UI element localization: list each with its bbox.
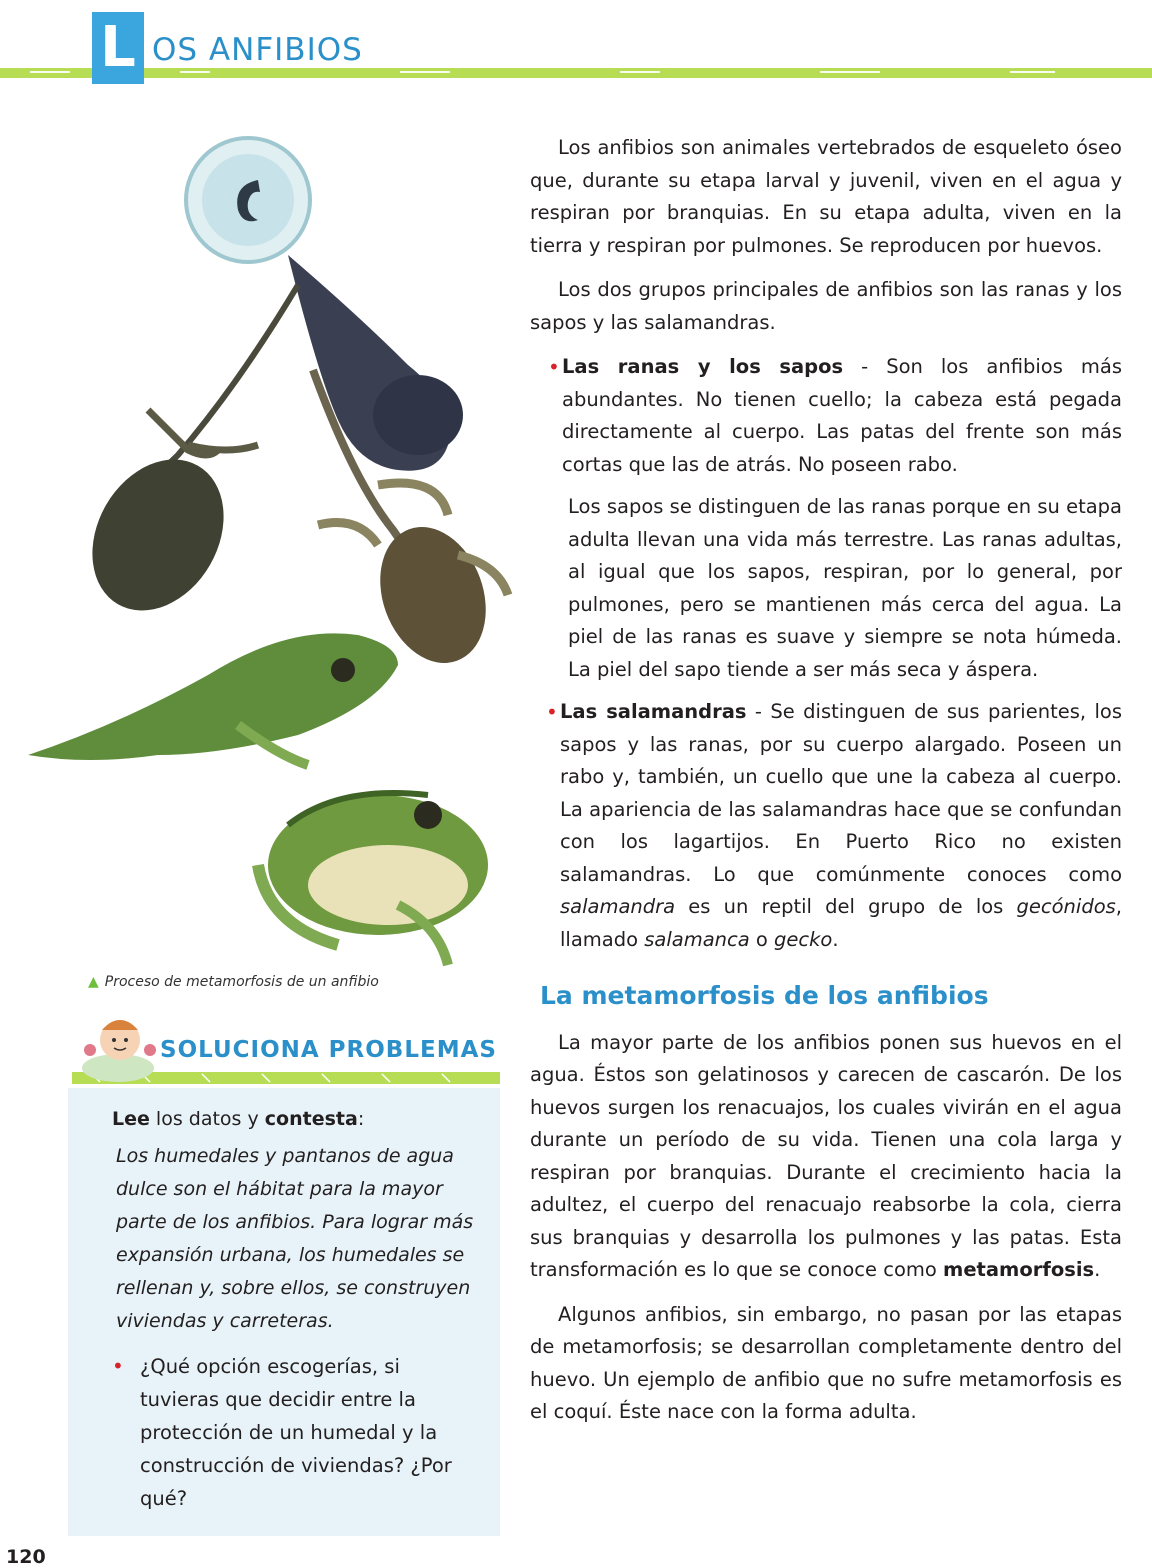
metamorphosis-illustration: [18, 125, 518, 975]
tadpole-with-legs-illustration: [66, 285, 298, 634]
bullet-ranas-sapos: [548, 351, 1122, 481]
paragraph-sapos-vs-ranas: Los sapos se distinguen de las ranas porque en su etapa adulta llevan una vida más terrestre. Las ranas adultas, al igual que los sapos, respiran, por lo general, por pulmones, pero se mantienen más cerca del agua. La piel de las ranas es suave y siempre se nota húmeda. La piel del sapo tiende a ser más seca y áspera.: [568, 495, 1122, 681]
title-initial-box: L: [92, 12, 144, 84]
problems-body: [112, 1108, 484, 1515]
young-frog-illustration: [28, 633, 398, 765]
paragraph-coqui: Algunos anfibios, sin embargo, no pasan por las etapas de metamorfosis; se desarrollan completamente dentro del huevo. Un ejemplo de anfibio que no sufre metamorfosis es el coquí. Éste nace con la forma adulta.: [530, 1302, 1122, 1423]
bullet-term: Las ranas y los sapos: [562, 355, 844, 378]
triangle-bullet-icon: ▲: [88, 974, 99, 990]
problems-instruction: Lee los datos y contesta:: [112, 1108, 365, 1130]
red-bullet-icon: •: [546, 700, 558, 724]
page-number: 120: [6, 1546, 46, 1568]
section-heading-metamorfosis: La metamorfosis de los anfibios: [540, 981, 989, 1010]
red-bullet-icon: •: [112, 1354, 124, 1378]
mascot-icon: [74, 1010, 162, 1084]
paragraph-intro: Los anfibios son animales vertebrados de esqueleto óseo que, durante su etapa larval y juvenil, viven en el agua y respiran por branquias. En su etapa adulta, viven en la tierra y respiran por pulmones. Se reproducen por huevos.: [530, 136, 1122, 257]
bullet-term: Las salamandras: [560, 700, 747, 723]
bullet-text: - Son los anfibios más abundantes. No tienen cuello; la cabeza está pegada directamente al cuerpo. Las patas del frente son más cortas que las de atrás. No poseen rabo.: [562, 355, 1122, 476]
page-title: OS ANFIBIOS: [152, 32, 363, 68]
adult-frog-illustration: [258, 793, 488, 965]
problems-title: SOLUCIONA PROBLEMAS: [160, 1037, 497, 1063]
red-bullet-icon: •: [548, 355, 560, 379]
bullet-salamandras: • Las salamandras - Se distinguen de sus parientes, los sapos y las ranas, por su cuerpo alargado. Poseen un rabo y, también, un cuello que une la cabeza al cuerpo. La apariencia de las salamandras hace que se confundan con los lagartijos. En Puerto Rico no existen salamandras. Lo que comúnmente conoces como salamandra es un reptil del grupo de los gecónidos, llamado salamanca o gecko.: [546, 696, 1122, 956]
problems-scenario: Los humedales y pantanos de agua dulce son el hábitat para la mayor parte de los anfibios. Para lograr más expansión urbana, los humedales se rellenan y, sobre ellos, se construyen viviendas y carreteras.: [116, 1145, 474, 1332]
egg-illustration: [186, 138, 310, 262]
problems-question: • ¿Qué opción escogerías, si tuvieras que decidir entre la protección de un humedal y la construcción de viviendas? ¿Por qué?: [112, 1350, 484, 1515]
paragraph-metamorfosis: La mayor parte de los anfibios ponen sus huevos en el agua. Éstos son gelatinosos y carecen de cascarón. De los huevos surgen los renacuajos, los cuales vivirán en el agua durante un período de su vida. Tienen una cola larga y respiran por branquias. Durante el crecimiento hacia la adultez, el cuerpo del renacuajo reabsorbe la cola, cierra sus branquias y desarrolla los pulmones y las patas. Esta transformación es lo que se conoce como metamorfosis.: [530, 1030, 1122, 1281]
figure-caption: ▲ Proceso de metamorfosis de un anfibio: [88, 974, 379, 990]
young-tadpole-illustration: [288, 255, 463, 471]
paragraph-groups: Los dos grupos principales de anfibios son las ranas y los sapos y las salamandras.: [530, 278, 1122, 334]
article-body: [530, 132, 1122, 1429]
